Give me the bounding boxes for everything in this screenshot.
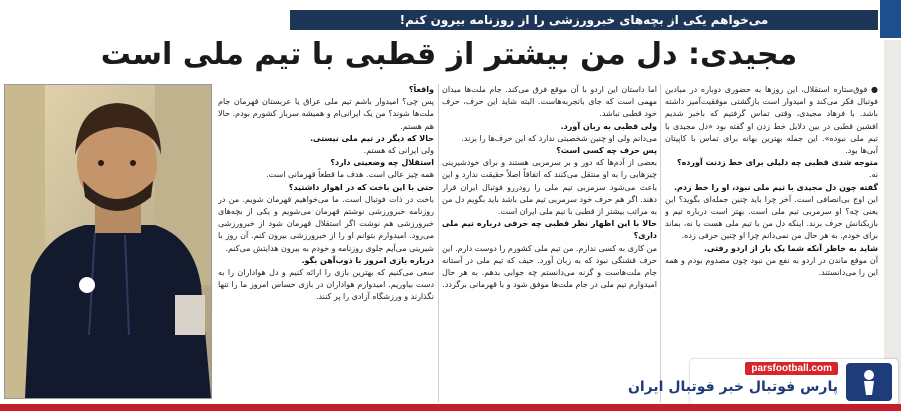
- article-column-1: [627, 84, 878, 404]
- paragraph: نه.: [868, 170, 878, 180]
- interview-question: ولی قطبی به زبان آورد.: [560, 121, 657, 131]
- interview-question: واقعاً؟: [408, 85, 434, 94]
- supertitle: می‌خواهم یکی از بچه‌های خبرورزشی را از روزنامه بیرون کنم!: [290, 10, 878, 30]
- paragraph: سعی می‌کنیم که بهترین بازی را ارائه کنیم و دل هواداران را به دست بیاوریم. امیدوارم هواداران در بازی حساس امروز ما را تنها نگذارند و ورزشگاه آزادی را پر کنند.: [218, 268, 434, 302]
- headline: مجیدی: دل من بیشتر از قطبی با تیم ملی است: [100, 37, 798, 72]
- parsfootball-logo: [627, 359, 898, 405]
- column-divider: [660, 84, 661, 402]
- article-column-3: [218, 84, 434, 404]
- player-photo-image: [5, 85, 211, 398]
- interview-question: حالا که دیگر در تیم ملی نیستی.: [309, 133, 434, 143]
- column-divider: [438, 84, 439, 402]
- logo-site: parsfootball.com: [745, 362, 838, 375]
- parsfootball-logo-emblem-icon: [846, 363, 892, 401]
- interview-question: حتی با این باخت که در اهواز داشتید؟: [288, 182, 434, 192]
- paragraph: می‌دانم ولی او چنین شخصیتی ندارد که این حرف‌ها را بزند.: [461, 133, 657, 143]
- paragraph: اما داستان این اردو با آن موقع فرق می‌کند. جام ملت‌ها میدان مهمی است که جای باتجربه‌هاست. البته شاید این حرف، حرف خود قطبی نباشد.: [442, 85, 657, 119]
- paragraph: این اوج بی‌انصافی است. آخر چرا باید چنین جمله‌ای بگوید؟ این یعنی چه؟ او سرمربی تیم ملی است. بهتر است درباره تیم و بازیکنانش حرف بزند. اینکه دل من با تیم ملی هست یا نه، بماند برای خودم. به هر حال من نمی‌دانم چرا او چنین حرفی زده.: [665, 194, 878, 241]
- bottom-bar: [0, 404, 901, 411]
- interview-question: درباره بازی امروز با ذوب‌آهن بگو.: [301, 255, 434, 265]
- interview-question: حالا با این اظهار نظر قطبی چه حرفی درباره تیم ملی داری؟: [442, 219, 657, 241]
- interview-question: پس حرف چه کسی است؟: [556, 146, 657, 156]
- interview-question: شاید به خاطر آنکه شما یک بار از اردو رفتی.: [703, 243, 878, 253]
- adjacent-column-strip: [884, 40, 901, 411]
- paragraph: آن موقع ماندن در اردو به نفع من نبود چون مصدوم بودم و همه این را می‌دانستند.: [665, 255, 878, 278]
- paragraph: بعضی از آدم‌ها که دور و بر سرمربی هستند و برای خودشیرینی چیزهایی را به او منتقل می‌کنند که اتفاقاً اصلاً حقیقت ندارد و این باعث می‌شود سرمربی تیم ملی را رودررو فوتبال ایران قرار دهند. اگر هم حرف خود سرمربی تیم ملی باشد باید بگویم دل من به مراتب بیشتر از قطبی با تیم ملی ایران است.: [442, 158, 657, 217]
- logo-title: پارس فوتبال خبر فوتبال ایران: [627, 379, 838, 395]
- article-column-2: [442, 84, 657, 404]
- paragraph: پس چی؟ امیدوار باشم تیم ملی عراق یا عربستان قهرمان جام ملت‌ها شوند؟ من یک ایرانی‌ام و همیشه سرباز کشورم بودم. حالا هم هستم.: [218, 97, 434, 131]
- corner-decoration: [880, 0, 901, 38]
- player-photo: [4, 84, 212, 399]
- interview-question: متوجه شدی قطبی چه دلیلی برای خط زدنت آورده؟: [676, 158, 878, 168]
- interview-question: استقلال چه وضعیتی دارد؟: [330, 158, 434, 168]
- paragraph: باخت در ذات فوتبال است. ما می‌خواهیم قهرمان شویم. من در روزنامه خبرورزشی نوشتم قهرمان می‌شویم و یکی از بچه‌های خبرورزشی هم نوشت اگر استقلال قهرمان شود از خبرورزشی می‌رود. امیدوارم بتوانم او را از خبرورزشی بیرون کنم. آن روز با شیرینی می‌آیم جلوی روزنامه و خودم به بیرون هدایتش می‌کنم.: [218, 194, 434, 253]
- paragraph: همه چیز عالی است. هدف ما قطعاً قهرمانی است.: [266, 170, 434, 180]
- paragraph: ● فوق‌ستاره استقلال، این روزها به حضوری دوباره در میادین فوتبال فکر می‌کند و امیدوار است بازگشتی موفقیت‌آمیز داشته باشد. با فرهاد مجیدی، وقتی تماس گرفتیم که باخبر شدیم افشین قطبی در بین دلایل خط زدن او گفته بود «دل مجیدی با تیم ملی نبوده». این جمله بهترین بهانه برای تماس با کاپیتان آبی‌ها بود.: [665, 85, 878, 156]
- interview-question: گفته چون دل مجیدی با تیم ملی نبود، او را خط زدم.: [673, 182, 878, 192]
- paragraph: من کاری به کسی ندارم. من تیم ملی کشورم را دوست دارم. این حرف قشنگی نبود که به زبان آورد. حیف که تیم ملی در آستانه جام ملت‌هاست و گرنه می‌دانستم چه جوابی بدهم. به هر حال امیدوارم تیم ملی در جام ملت‌ها موفق شود و با قهرمانی برگردد.: [442, 243, 657, 290]
- paragraph: ولی ایرانی که هستم.: [363, 146, 434, 156]
